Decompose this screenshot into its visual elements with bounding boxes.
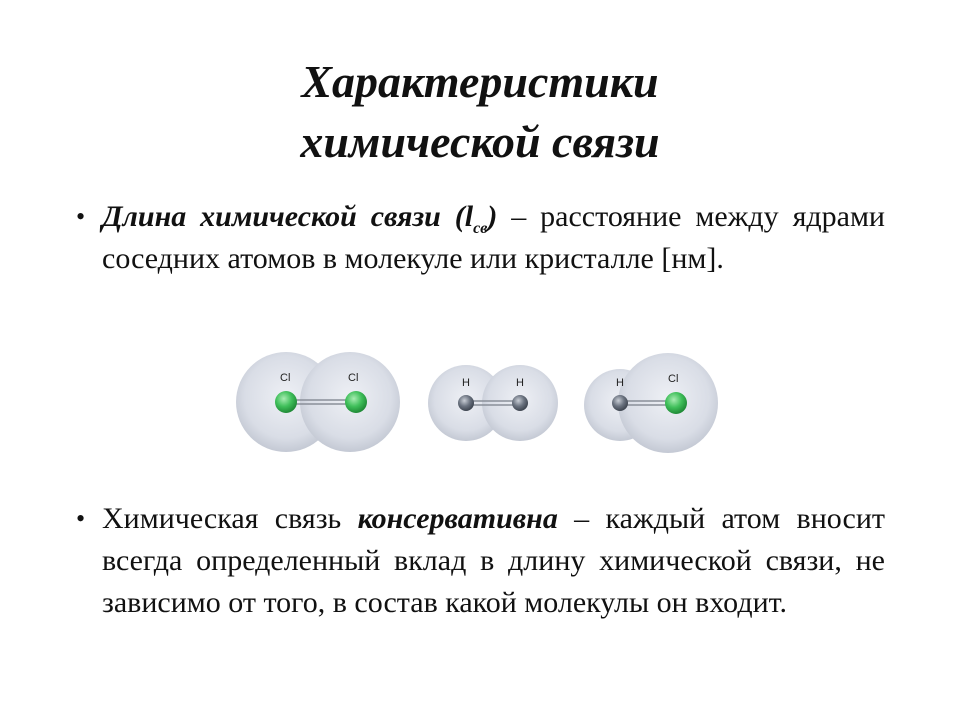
conservative-definition: – каждый атом вносит всегда определенный вклад в длину химической связи, не зависимо от того, в состав какой молекулы он входит. [102,502,885,619]
cl-atom [345,391,367,413]
title-line-2: химической связи [300,116,660,167]
atom-label-right: Cl [668,373,679,385]
bullet-text [80,196,885,280]
h-atom [512,395,528,411]
atom-label-left: H [616,377,624,389]
term-conservative: консервативна [357,502,558,535]
conservative-pre: Химическая связь [102,502,358,535]
bond-length-definition: – расстояние между ядрами соседних атомов в молекуле или кристалле [нм]. [102,200,885,275]
molecule-cl2 [236,352,400,452]
h-atom [612,395,628,411]
molecule-illustration [228,345,728,460]
atom-label-left: Cl [280,372,291,384]
bullet-conservative [76,498,885,624]
h-atom [458,395,474,411]
molecule-h2 [428,365,558,441]
atom-label-right: H [516,377,524,389]
bullet-dot: • [76,202,86,231]
atom-label-left: H [462,377,470,389]
bullet-dot: • [76,504,86,533]
title-line-1: Характеристики [301,56,659,107]
atom-label-right: Cl [348,372,359,384]
bullet-bond-length [76,196,885,280]
term-bond-length: Длина химической связи (l [102,200,474,233]
term-subscript: св [473,220,488,237]
slide-title [0,52,960,172]
term-close-paren: ) [487,200,498,233]
molecule-hcl [584,353,718,453]
cl-atom [275,391,297,413]
cl-atom [665,392,687,414]
bullet-text [80,498,885,624]
